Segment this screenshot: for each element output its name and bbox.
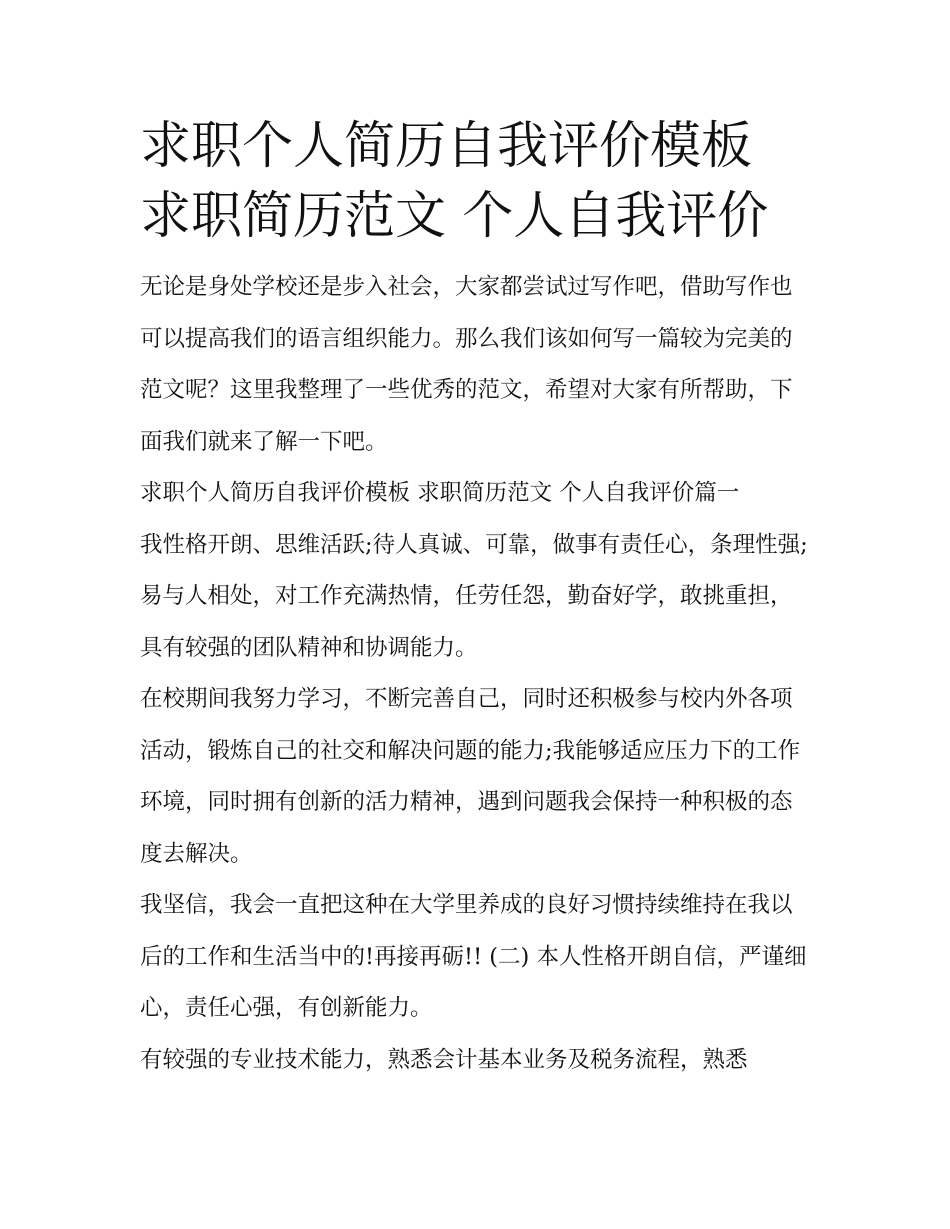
paragraph-school-activities: 在校期间我努力学习，不断完善自己，同时还积极参与校内外各项活动，锻炼自己的社交和解决问题的能力;我能够适应压力下的工作环境，同时拥有创新的活力精神，遇到问题我会保持一种积极的态度去解决。 — [140, 686, 801, 867]
document-body — [140, 262, 812, 1086]
document-page — [140, 112, 812, 1086]
document-title: 求职个人简历自我评价模板 求职简历范文 个人自我评价 — [140, 117, 769, 246]
paragraph-intro: 无论是身处学校还是步入社会，大家都尝试过写作吧，借助写作也可以提高我们的语言组织能力。那么我们该如何写一篇较为完美的范文呢？这里我整理了一些优秀的范文，希望对大家有所帮助，下面我们就来了解一下吧。 — [140, 274, 793, 455]
paragraph-section-heading: 求职个人简历自我评价模板 求职简历范文 个人自我评价篇一 — [140, 480, 740, 506]
paragraph-skills: 有较强的专业技术能力，熟悉会计基本业务及税务流程，熟悉 — [140, 1046, 748, 1073]
paragraph-personality: 我性格开朗、思维活跃;待人真诚、可靠，做事有责任心，条理性强;易与人相处，对工作充满热情，任劳任怨，勤奋好学，敢挑重担，具有较强的团队精神和协调能力。 — [140, 531, 808, 661]
paragraph-belief: 我坚信，我会一直把这种在大学里养成的良好习惯持续维持在我以后的工作和生活当中的!再接再砺!! (二) 本人性格开朗自信，严谨细心，责任心强，有创新能力。 — [140, 892, 807, 1021]
